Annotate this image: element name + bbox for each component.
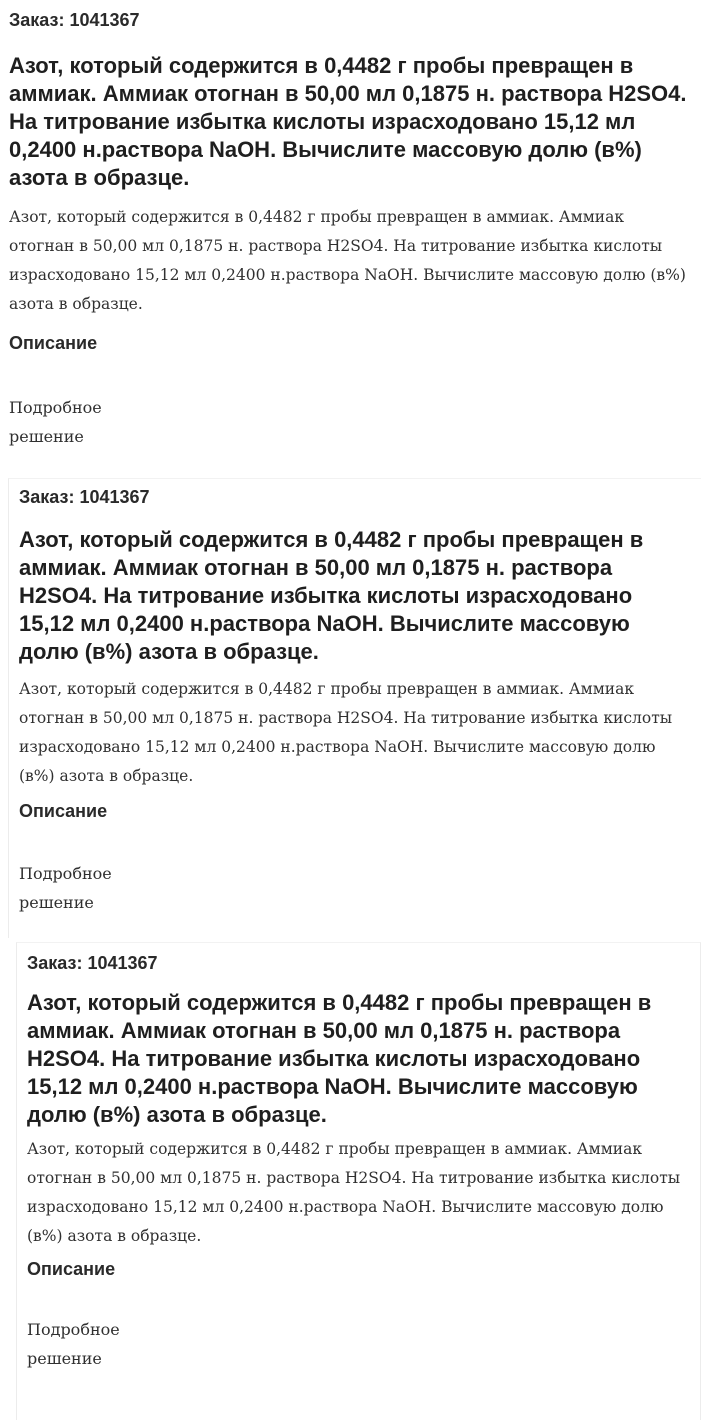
order-card <box>16 942 701 1420</box>
order-number: Заказ: 1041367 <box>9 10 140 30</box>
problem-title: Азот, который содержится в 0,4482 г пробы превращен в аммиак. Аммиак отогнан в 50,00 мл 0,1875 н. раствора H2SO4. На титрование избытка кислоты израсходовано 15,12 мл 0,2400 н.раствора NaOH. Вычислите массовую долю (в%) азота в образце. <box>19 527 644 664</box>
order-number: Заказ: 1041367 <box>19 487 150 507</box>
description-heading: Описание <box>19 801 108 821</box>
description-heading: Описание <box>9 333 98 353</box>
problem-title: Азот, который содержится в 0,4482 г пробы превращен в аммиак. Аммиак отогнан в 50,00 мл 0,1875 н. раствора H2SO4. На титрование избытка кислоты израсходовано 15,12 мл 0,2400 н.раствора NaOH. Вычислите массовую долю (в%) азота в образце. <box>9 53 687 190</box>
solution-link-line2: решение <box>27 1349 102 1368</box>
solution-link-line1: Подробное <box>27 1320 120 1339</box>
problem-text: Азот, который содержится в 0,4482 г пробы превращен в аммиак. Аммиак отогнан в 50,00 мл 0,1875 н. раствора H2SO4. На титрование избытка кислоты израсходовано 15,12 мл 0,2400 н.раствора NaOH. Вычислите массовую долю (в%) азота в образце. <box>19 680 673 785</box>
order-number: Заказ: 1041367 <box>27 953 158 973</box>
detailed-solution-link[interactable] <box>27 1315 120 1373</box>
order-card <box>0 0 701 470</box>
detailed-solution-link[interactable] <box>19 859 112 917</box>
order-card <box>8 478 701 938</box>
solution-link-line2: решение <box>19 893 94 912</box>
problem-text: Азот, который содержится в 0,4482 г пробы превращен в аммиак. Аммиак отогнан в 50,00 мл 0,1875 н. раствора H2SO4. На титрование избытка кислоты израсходовано 15,12 мл 0,2400 н.раствора NaOH. Вычислите массовую долю (в%) азота в образце. <box>27 1140 681 1245</box>
solution-link-line1: Подробное <box>19 864 112 883</box>
problem-text: Азот, который содержится в 0,4482 г пробы превращен в аммиак. Аммиак отогнан в 50,00 мл 0,1875 н. раствора H2SO4. На титрование избытка кислоты израсходовано 15,12 мл 0,2400 н.раствора NaOH. Вычислите массовую долю (в%) азота в образце. <box>9 208 686 313</box>
description-heading: Описание <box>27 1259 116 1279</box>
solution-link-line2: решение <box>9 427 84 446</box>
detailed-solution-link[interactable] <box>9 393 102 451</box>
solution-link-line1: Подробное <box>9 398 102 417</box>
problem-title: Азот, который содержится в 0,4482 г пробы превращен в аммиак. Аммиак отогнан в 50,00 мл 0,1875 н. раствора H2SO4. На титрование избытка кислоты израсходовано 15,12 мл 0,2400 н.раствора NaOH. Вычислите массовую долю (в%) азота в образце. <box>27 990 652 1127</box>
